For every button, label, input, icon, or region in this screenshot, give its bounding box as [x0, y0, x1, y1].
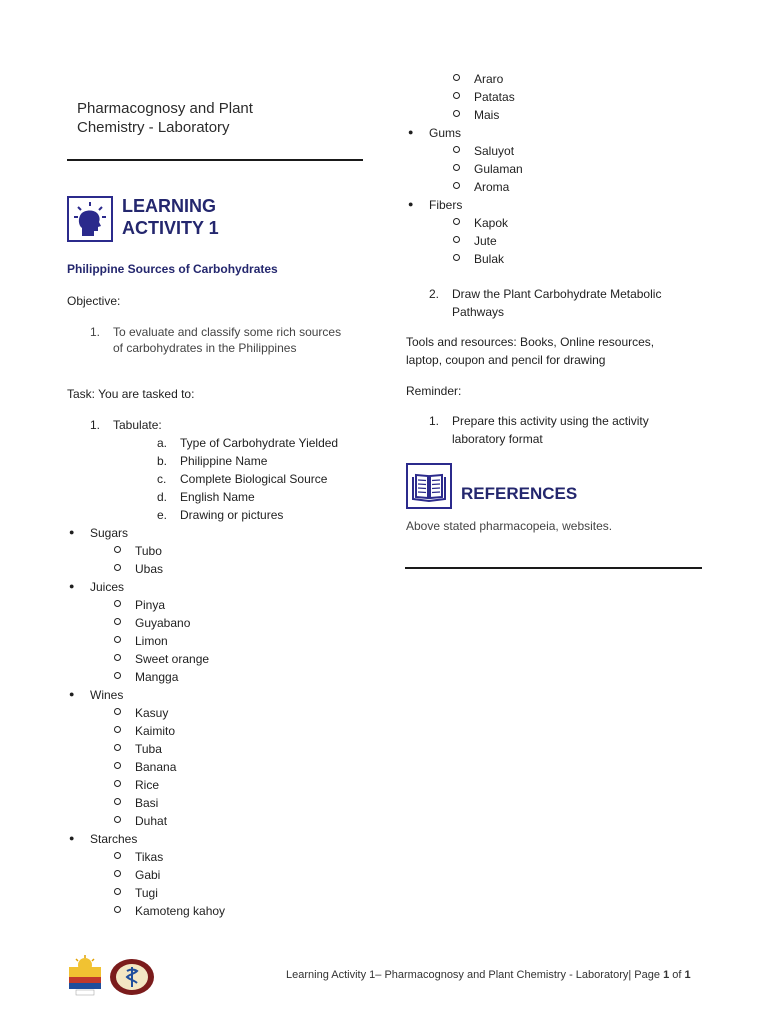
- list-item: Gabi: [135, 868, 161, 882]
- list-item: Rice: [135, 778, 160, 792]
- list-item: Patatas: [474, 90, 515, 104]
- circle-bullet-icon: [453, 218, 460, 225]
- circle-bullet-icon: [114, 726, 121, 733]
- list-item: Saluyot: [474, 144, 515, 158]
- footer-page-total: 1: [684, 969, 691, 981]
- school-seal-logo: [66, 955, 104, 997]
- list-item: Pinya: [135, 598, 166, 612]
- bullet-icon: ●: [69, 581, 75, 591]
- references-divider: [405, 567, 702, 569]
- sub-text: English Name: [180, 490, 255, 504]
- list-item: Jute: [474, 234, 497, 248]
- circle-bullet-icon: [114, 708, 121, 715]
- circle-bullet-icon: [114, 906, 121, 913]
- reminder-item-line2: laboratory format: [452, 432, 543, 446]
- list-item: Mais: [474, 108, 500, 122]
- tools-line2: laptop, coupon and pencil for drawing: [406, 353, 606, 367]
- circle-bullet-icon: [453, 182, 460, 189]
- circle-bullet-icon: [114, 564, 121, 571]
- objective-label: Objective:: [67, 294, 121, 308]
- bullet-icon: ●: [408, 127, 414, 137]
- references-heading: REFERENCES: [461, 484, 578, 503]
- task-step1-label: Tabulate:: [113, 418, 162, 432]
- objective-item-line2: of carbohydrates in the Philippines: [113, 341, 297, 355]
- list-item: Kapok: [474, 216, 509, 230]
- header-title-line2: Chemistry - Laboratory: [77, 119, 230, 136]
- document-header: [77, 99, 253, 137]
- circle-bullet-icon: [114, 618, 121, 625]
- bullet-icon: ●: [69, 527, 75, 537]
- list-item: Araro: [474, 72, 504, 86]
- category-name: Gums: [429, 126, 462, 140]
- tools-line1: Tools and resources: Books, Online resources,: [406, 335, 655, 349]
- list-item: Kamoteng kahoy: [135, 904, 226, 918]
- list-item: Ubas: [135, 562, 164, 576]
- sub-text: Complete Biological Source: [180, 472, 328, 486]
- circle-bullet-icon: [114, 888, 121, 895]
- list-item: Sweet orange: [135, 652, 210, 666]
- objective-item-line1: To evaluate and classify some rich sources: [113, 325, 342, 339]
- sub-text: Drawing or pictures: [180, 508, 284, 522]
- circle-bullet-icon: [453, 236, 460, 243]
- sub-text: Philippine Name: [180, 454, 268, 468]
- circle-bullet-icon: [114, 798, 121, 805]
- list-item: Tubo: [135, 544, 162, 558]
- list-item: Kaimito: [135, 724, 176, 738]
- category-name: Juices: [90, 580, 125, 594]
- task-step2-line2: Pathways: [452, 305, 505, 319]
- circle-bullet-icon: [114, 870, 121, 877]
- sub-letter: e.: [157, 508, 168, 522]
- head-lightbulb-icon: [67, 196, 113, 242]
- category-name: Starches: [90, 832, 138, 846]
- circle-bullet-icon: [453, 92, 460, 99]
- header-divider: [67, 159, 363, 161]
- department-seal-logo: [108, 957, 156, 997]
- circle-bullet-icon: [114, 654, 121, 661]
- reminder-item-number: 1.: [429, 414, 440, 428]
- circle-bullet-icon: [453, 254, 460, 261]
- circle-bullet-icon: [114, 546, 121, 553]
- circle-bullet-icon: [114, 672, 121, 679]
- circle-bullet-icon: [114, 816, 121, 823]
- list-item: Guyabano: [135, 616, 191, 630]
- reminder-label: Reminder:: [406, 384, 462, 398]
- circle-bullet-icon: [114, 780, 121, 787]
- circle-bullet-icon: [453, 74, 460, 81]
- section-title: Philippine Sources of Carbohydrates: [67, 262, 278, 276]
- list-item: Kasuy: [135, 706, 169, 720]
- list-item: Tikas: [135, 850, 164, 864]
- circle-bullet-icon: [453, 146, 460, 153]
- category-name: Wines: [90, 688, 124, 702]
- task-step2-number: 2.: [429, 287, 440, 301]
- list-item: Aroma: [474, 180, 510, 194]
- task-step1-number: 1.: [90, 418, 101, 432]
- list-item: Limon: [135, 634, 168, 648]
- learning-activity-heading: [122, 195, 219, 239]
- page-footer: [286, 969, 691, 981]
- sub-letter: c.: [157, 472, 167, 486]
- footer-of: of: [669, 969, 685, 981]
- list-item: Tugi: [135, 886, 158, 900]
- activity-label-line1: LEARNING: [122, 196, 216, 216]
- category-name: Fibers: [429, 198, 463, 212]
- circle-bullet-icon: [114, 744, 121, 751]
- sub-letter: d.: [157, 490, 168, 504]
- task-label: Task: You are tasked to:: [67, 387, 195, 401]
- footer-page-number: 1: [663, 969, 670, 981]
- sub-letter: a.: [157, 436, 168, 450]
- circle-bullet-icon: [114, 636, 121, 643]
- footer-text: Learning Activity 1– Pharmacognosy and Plant Chemistry - Laboratory| Page: [286, 969, 664, 981]
- sub-text: Type of Carbohydrate Yielded: [180, 436, 339, 450]
- list-item: Tuba: [135, 742, 162, 756]
- reminder-item-line1: Prepare this activity using the activity: [452, 414, 649, 428]
- sub-letter: b.: [157, 454, 168, 468]
- activity-label-line2: ACTIVITY 1: [122, 218, 219, 238]
- list-item: Duhat: [135, 814, 168, 828]
- circle-bullet-icon: [114, 762, 121, 769]
- circle-bullet-icon: [114, 852, 121, 859]
- references-text: Above stated pharmacopeia, websites.: [406, 519, 613, 533]
- list-item: Gulaman: [474, 162, 523, 176]
- objective-item-number: 1.: [90, 325, 101, 339]
- task-step2-line1: Draw the Plant Carbohydrate Metabolic: [452, 287, 662, 301]
- circle-bullet-icon: [453, 164, 460, 171]
- circle-bullet-icon: [114, 600, 121, 607]
- header-title-line1: Pharmacognosy and Plant: [77, 100, 253, 117]
- list-item: Banana: [135, 760, 177, 774]
- circle-bullet-icon: [453, 110, 460, 117]
- list-item: Mangga: [135, 670, 179, 684]
- bullet-icon: ●: [408, 199, 414, 209]
- book-icon: [406, 463, 452, 509]
- bullet-icon: ●: [69, 689, 75, 699]
- category-name: Sugars: [90, 526, 129, 540]
- list-item: Bulak: [474, 252, 505, 266]
- list-item: Basi: [135, 796, 159, 810]
- bullet-icon: ●: [69, 833, 75, 843]
